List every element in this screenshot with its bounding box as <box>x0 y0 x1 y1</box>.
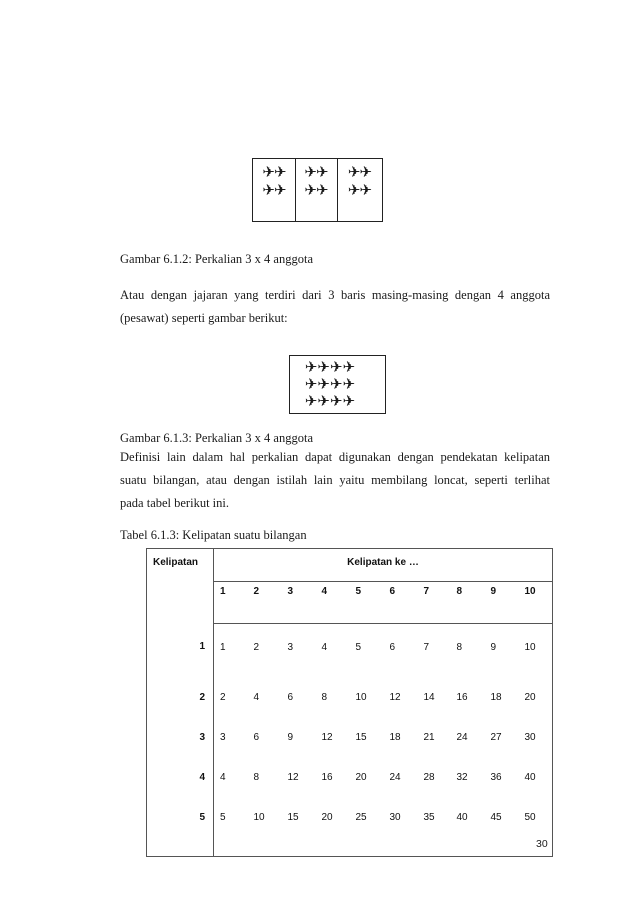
airplane-icon: ✈✈ <box>304 163 328 181</box>
table-cell: 8 <box>321 691 328 703</box>
table-cell: 40 <box>518 764 553 804</box>
paragraph-2 <box>120 446 550 515</box>
sub-header-cell: 7 <box>417 581 450 623</box>
table-cell: 28 <box>423 771 435 783</box>
group-header-kelipatan-ke: Kelipatan ke … <box>214 549 553 582</box>
airplane-icon: ✈✈ <box>347 163 372 181</box>
table-cell: 50 <box>518 804 553 857</box>
table-cell: 45 <box>484 804 518 857</box>
table-cell: 10 <box>247 804 281 857</box>
multiples-table <box>146 548 553 857</box>
sub-header-cell: 8 <box>450 581 484 623</box>
table-cell: 18 <box>389 731 401 743</box>
airplane-icon: ✈✈ <box>262 181 286 199</box>
table-header-row <box>147 549 553 582</box>
table-cell: 2 <box>220 691 226 703</box>
plane-array <box>290 359 370 410</box>
table-cell: 32 <box>456 771 468 783</box>
table-caption: Tabel 6.1.3: Kelipatan suatu bilangan <box>120 528 307 542</box>
airplane-icon: ✈✈ <box>262 163 286 181</box>
col-header-kelipatan: Kelipatan <box>147 549 214 624</box>
table-cell: 8 <box>253 771 260 783</box>
table-cell: 24 <box>389 771 401 783</box>
table-cell: 12 <box>321 731 333 743</box>
paragraph-line: suatu bilangan, atau dengan istilah lain yaitu membilang loncat, seperti terlihat <box>120 473 550 487</box>
table-cell: 12 <box>389 691 401 703</box>
table-cell: 9 <box>490 641 497 653</box>
sub-header-cell: 3 <box>281 581 315 623</box>
table-cell: 36 <box>490 771 502 783</box>
sub-header-cell: 6 <box>383 581 417 623</box>
table-cell: 30 <box>383 804 417 857</box>
table-cell: 2 <box>253 641 260 653</box>
table-cell: 15 <box>281 804 315 857</box>
row-label: 5 <box>147 804 214 857</box>
table-row <box>147 724 553 764</box>
table-cell: 25 <box>349 804 383 857</box>
table-cell: 40 <box>450 804 484 857</box>
row-label: 3 <box>147 724 214 764</box>
table-cell: 3 <box>220 731 226 743</box>
table-cell: 18 <box>490 691 502 703</box>
row-label: 1 <box>147 623 214 684</box>
table-row <box>147 764 553 804</box>
paragraph-1 <box>120 284 550 330</box>
table-row <box>147 684 553 724</box>
table-cell: 35 <box>417 804 450 857</box>
figure-caption-1: Gambar 6.1.2: Perkalian 3 x 4 anggota <box>120 252 314 266</box>
table-cell: 24 <box>456 731 468 743</box>
airplane-icon: ✈✈✈✈ <box>304 358 356 376</box>
page-number: 30 <box>536 838 548 850</box>
table-cell: 16 <box>321 771 333 783</box>
table-cell: 20 <box>315 804 349 857</box>
table-cell: 30 <box>518 724 553 764</box>
table-cell: 6 <box>287 691 294 703</box>
sub-header-cell: 1 <box>214 581 247 623</box>
paragraph-line: Atau dengan jajaran yang terdiri dari 3 baris masing-masing dengan 4 anggota <box>120 288 550 302</box>
airplane-icon: ✈✈ <box>304 181 328 199</box>
sub-header-cell: 2 <box>247 581 281 623</box>
sub-header-cell: 10 <box>518 581 553 623</box>
table-cell: 4 <box>253 691 260 703</box>
table-cell: 5 <box>214 804 247 857</box>
table-cell: 27 <box>490 731 502 743</box>
plane-group-3 <box>337 163 382 199</box>
table-row <box>147 623 553 684</box>
table-cell: 10 <box>355 691 367 703</box>
table-cell: 14 <box>423 691 435 703</box>
sub-header-cell: 4 <box>315 581 349 623</box>
table-cell: 6 <box>389 641 396 653</box>
table-cell: 9 <box>287 731 294 743</box>
table-cell: 10 <box>518 623 553 684</box>
table-cell: 3 <box>287 641 294 653</box>
table-row <box>147 804 553 857</box>
table-cell: 8 <box>456 641 463 653</box>
table-cell: 1 <box>220 641 226 653</box>
airplane-icon: ✈✈ <box>347 181 372 199</box>
table-cell: 12 <box>287 771 299 783</box>
table-cell: 4 <box>321 641 328 653</box>
paragraph-line: (pesawat) seperti gambar berikut: <box>120 311 288 325</box>
table-cell: 16 <box>456 691 468 703</box>
plane-group-2 <box>295 163 337 199</box>
paragraph-line: Definisi lain dalam hal perkalian dapat digunakan dengan pendekatan kelipatan <box>120 450 550 464</box>
row-label: 4 <box>147 764 214 804</box>
table-cell: 6 <box>253 731 260 743</box>
table-cell: 20 <box>355 771 367 783</box>
paragraph-line: pada tabel berikut ini. <box>120 496 229 510</box>
row-label: 2 <box>147 684 214 724</box>
table-cell: 20 <box>518 684 553 724</box>
airplane-icon: ✈✈✈✈ <box>304 375 356 393</box>
table-cell: 5 <box>355 641 362 653</box>
table-cell: 7 <box>423 641 430 653</box>
table-cell: 15 <box>355 731 367 743</box>
table-cell: 4 <box>220 771 226 783</box>
table-cell: 21 <box>423 731 435 743</box>
sub-header-cell: 5 <box>349 581 383 623</box>
plane-group-1 <box>253 163 295 199</box>
figure-caption-2: Gambar 6.1.3: Perkalian 3 x 4 anggota <box>120 431 314 445</box>
airplane-icon: ✈✈✈✈ <box>304 392 356 410</box>
figure-multiplication-groups <box>252 158 383 222</box>
sub-header-cell: 9 <box>484 581 518 623</box>
figure-multiplication-array <box>289 355 386 414</box>
